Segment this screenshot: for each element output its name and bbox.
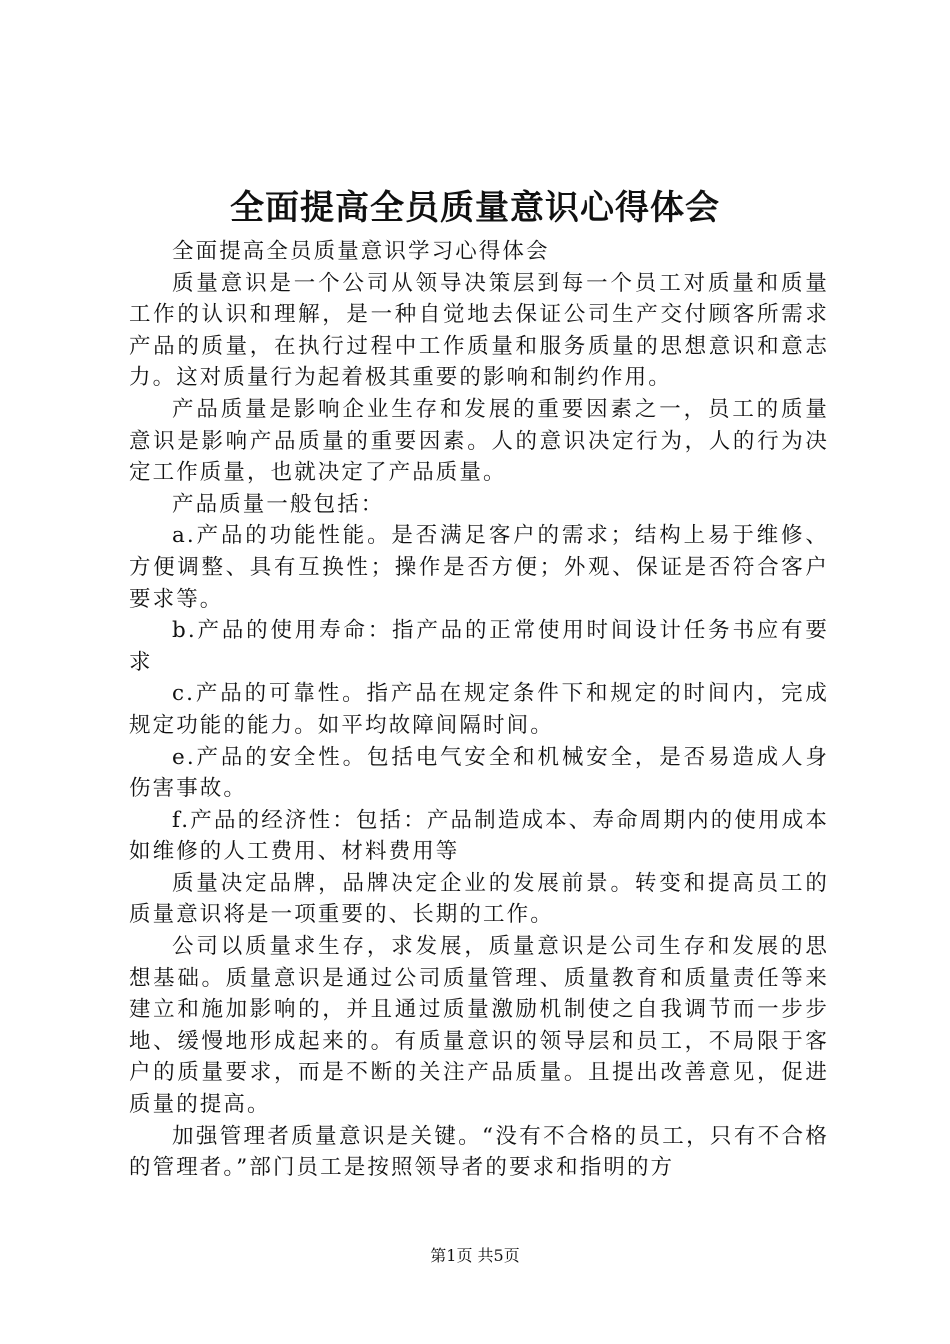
list-item: c.产品的可靠性。指产品在规定条件下和规定的时间内，完成规定功能的能力。如平均故障间隔时间。 — [129, 681, 829, 738]
document-body — [129, 236, 829, 1184]
document-title: 全面提高全员质量意识心得体会 — [230, 188, 720, 228]
list-item: b.产品的使用寿命：指产品的正常使用时间设计任务书应有要求 — [129, 618, 829, 675]
list-item: e.产品的安全性。包括电气安全和机械安全，是否易造成人身伤害事故。 — [129, 744, 829, 802]
paragraph: 加强管理者质量意识是关键。“没有不合格的员工，只有不合格的管理者。”部门员工是按照领导者的要求和指明的方 — [129, 1123, 829, 1181]
list-item: f.产品的经济性：包括：产品制造成本、寿命周期内的使用成本如维修的人工费用、材料费用等 — [129, 807, 829, 865]
paragraph: 质量意识是一个公司从领导决策层到每一个员工对质量和质量工作的认识和理解，是一种自觉地去保证公司生产交付顾客所需求产品的质量，在执行过程中工作质量和服务质量的思想意识和意志力。这对质量行为起着极其重要的影响和制约作用。 — [129, 270, 829, 391]
list-item: a.产品的功能性能。是否满足客户的需求；结构上易于维修、方便调整、具有互换性；操作是否方便；外观、保证是否符合客户要求等。 — [129, 523, 829, 612]
paragraph: 质量决定品牌，品牌决定企业的发展前景。转变和提高员工的质量意识将是一项重要的、长期的工作。 — [129, 870, 829, 928]
paragraph: 产品质量是影响企业生存和发展的重要因素之一，员工的质量意识是影响产品质量的重要因素。人的意识决定行为，人的行为决定工作质量，也就决定了产品质量。 — [129, 396, 829, 486]
paragraph: 公司以质量求生存，求发展，质量意识是公司生存和发展的思想基础。质量意识是通过公司质量管理、质量教育和质量责任等来建立和施加影响的，并且通过质量激励机制使之自我调节而一步步地、缓慢地形成起来的。有质量意识的领导层和员工，不局限于客户的质量要求，而是不断的关注产品质量。且提出改善意见，促进质量的提高。 — [129, 934, 829, 1118]
page-number-footer: 第1页 共5页 — [430, 1246, 520, 1265]
paragraph-subtitle: 全面提高全员质量意识学习心得体会 — [172, 239, 550, 264]
paragraph: 产品质量一般包括： — [172, 491, 385, 517]
